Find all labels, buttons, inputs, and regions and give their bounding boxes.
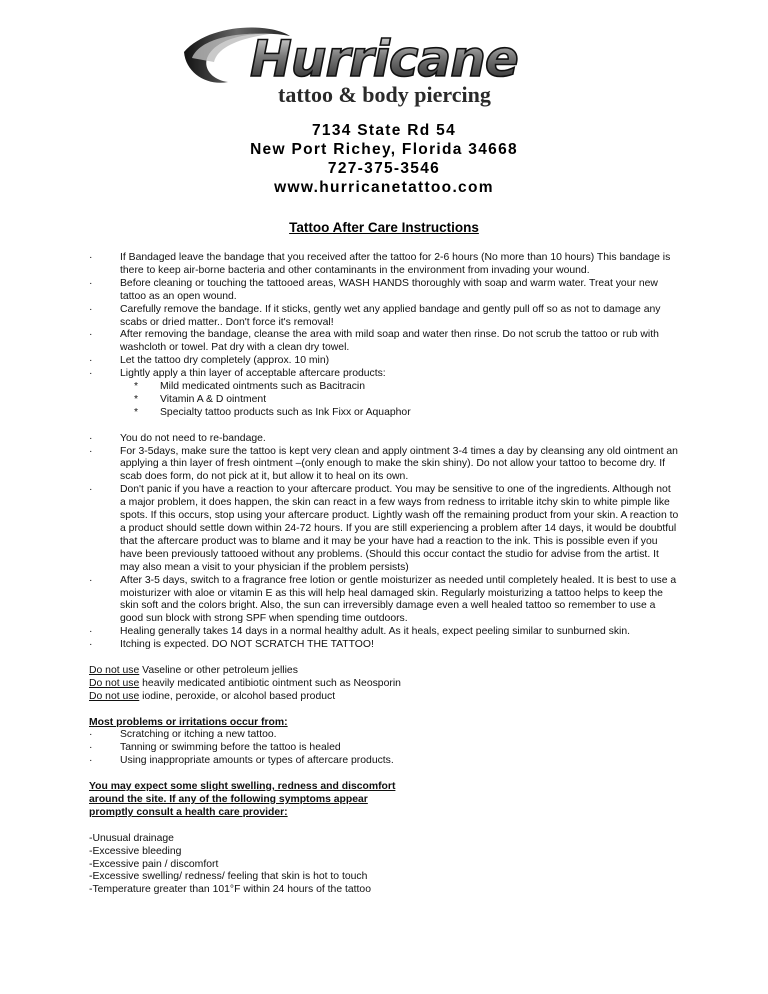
bullet: · [89,626,93,638]
bullet: · [89,303,93,315]
bullet: · [89,252,93,263]
spacer [89,652,679,665]
products-list [89,381,679,420]
warning-line: promptly consult a health care provider: [89,806,288,818]
warning-section [89,781,679,820]
bullet: · [89,432,93,444]
bullet: · [89,329,93,341]
address-block [0,121,768,197]
bullet: · [89,639,93,651]
spacer [89,768,679,781]
list-item: · After 3-5 days, switch to a fragrance free lotion or gentle moisturizer as needed until completely healed. It is best to use a moisturizer with aloe or vitamin E as this will help heal damaged skin. Regularly moisturizing a tattoo helps to keep the skin soft and the colors bright. Also, the sun can irreversibly damage even a well healed tattoo so remember to use a good sun block with strong SPF when spending time outdoors. [89,574,677,625]
do-not-use-item: Do not use heavily medicated antibiotic ointment such as Neosporin [89,677,401,689]
bullet: · [89,755,93,767]
list-item: · Lightly apply a thin layer of acceptable aftercare products: [89,368,386,380]
list-item: · Scratching or itching a new tattoo. [89,729,277,741]
street-address: 7134 State Rd 54 [311,122,456,139]
star-bullet: * [134,406,139,418]
svg-text:Hurricane: Hurricane [250,30,518,88]
list-item: · Let the tattoo dry completely (approx. 10 min) [89,355,330,367]
symptom-item: -Excessive swelling/ redness/ feeling that skin is hot to touch [89,871,368,883]
svg-text:tattoo & body piercing: tattoo & body piercing [278,82,491,107]
symptoms-list [89,833,679,898]
steps-list [89,252,679,381]
spacer [89,704,679,717]
list-item: · Using inappropriate amounts or types of aftercare products. [89,755,394,767]
list-item: · Carefully remove the bandage. If it sticks, gently wet any applied bandage and gently pull off so as not to damage any scabs or dried matter.. Don't force it's removal! [89,303,661,328]
instructions-body [89,252,679,897]
symptom-item: -Excessive pain / discomfort [89,858,219,870]
page-title: Tattoo After Care Instructions [289,220,479,235]
city-state-zip: New Port Richey, Florida 34668 [250,141,518,158]
bullet: · [89,742,93,754]
bullet: · [89,445,93,457]
hurricane-logo [178,22,598,114]
website-link[interactable]: www.hurricanetattoo.com [274,179,494,196]
symptom-item: -Temperature greater than 101°F within 24 hours of the tattoo [89,884,371,896]
spacer [89,820,679,833]
bullet: · [89,368,93,380]
list-item: · Tanning or swimming before the tattoo is healed [89,742,341,754]
problems-heading: Most problems or irritations occur from: [89,716,288,728]
list-item: · Don't panic if you have a reaction to your aftercare product. You may be sensitive to one of the ingredients. Although not a major problem, it does happen, the skin can react in a few ways from redness to irritable itchy skin to white pimple like spots. If this occurs, stop using your aftercare product. Lightly wash off the remaining product from your skin. A reaction to a product should settle down within 24-72 hours. If you are still experiencing a problem after 14 days, it would be doubtful that the aftercare product was to blame and it may be your have had a reaction to the ink. This is possible even if you have been previously tattooed without any problems. (Should this occur contact the studio for advise from the artist. It may also mean a visit to your physician if the problem persists) [89,484,679,573]
star-bullet: * [134,381,139,393]
symptom-item: -Unusual drainage [89,832,174,844]
warning-line: You may expect some slight swelling, redness and discomfort [89,781,396,793]
product-item: * Vitamin A & D ointment [134,393,267,405]
list-item: · You do not need to re-bandage. [89,432,266,444]
product-item: * Mild medicated ointments such as Bacitracin [134,381,366,393]
do-not-use-list [89,665,679,704]
bullet: · [89,277,93,289]
warning-line: around the site. If any of the following symptoms appear [89,794,368,805]
hurricane-logo-graphic [178,22,598,114]
product-item: * Specialty tattoo products such as Ink Fixx or Aquaphor [134,406,411,418]
phone-number: 727-375-3546 [327,160,441,177]
spacer [89,420,679,433]
steps-list-continued [89,433,679,652]
bullet: · [89,484,93,496]
list-item: · Before cleaning or touching the tattooed areas, WASH HANDS thoroughly with soap and warm water. Treat your new tattoo as an open wound. [89,277,658,302]
list-item: · Itching is expected. DO NOT SCRATCH THE TATTOO! [89,639,374,651]
star-bullet: * [134,393,139,405]
list-item: · If Bandaged leave the bandage that you received after the tattoo for 2-6 hours (No more than 10 hours) This bandage is there to keep air-borne bacteria and other contaminants in the environment from invading your wound. [89,252,671,276]
bullet: · [89,574,93,586]
bullet: · [89,729,93,741]
symptom-item: -Excessive bleeding [89,845,182,857]
list-item: · Healing generally takes 14 days in a normal healthy adult. As it heals, expect peeling similar to sunburned skin. [89,626,631,638]
bullet: · [89,355,93,367]
do-not-use-item: Do not use iodine, peroxide, or alcohol based product [89,690,336,702]
list-item: · For 3-5days, make sure the tattoo is kept very clean and apply ointment 3-4 times a day by cleansing any old ointment an applying a thin layer of fresh ointment –(only enough to make the skin shiny). Do not allow your tattoo to become dry. If scab does form, do not pick at it, but allow it to heal on its own. [89,445,678,483]
list-item: · After removing the bandage, cleanse the area with mild soap and water then rinse. Do not scrub the tattoo or rub with washcloth or towel. Pat dry with a clean dry towel. [89,329,659,354]
do-not-use-item: Do not use Vaseline or other petroleum jellies [89,664,298,676]
problems-section [89,717,679,769]
